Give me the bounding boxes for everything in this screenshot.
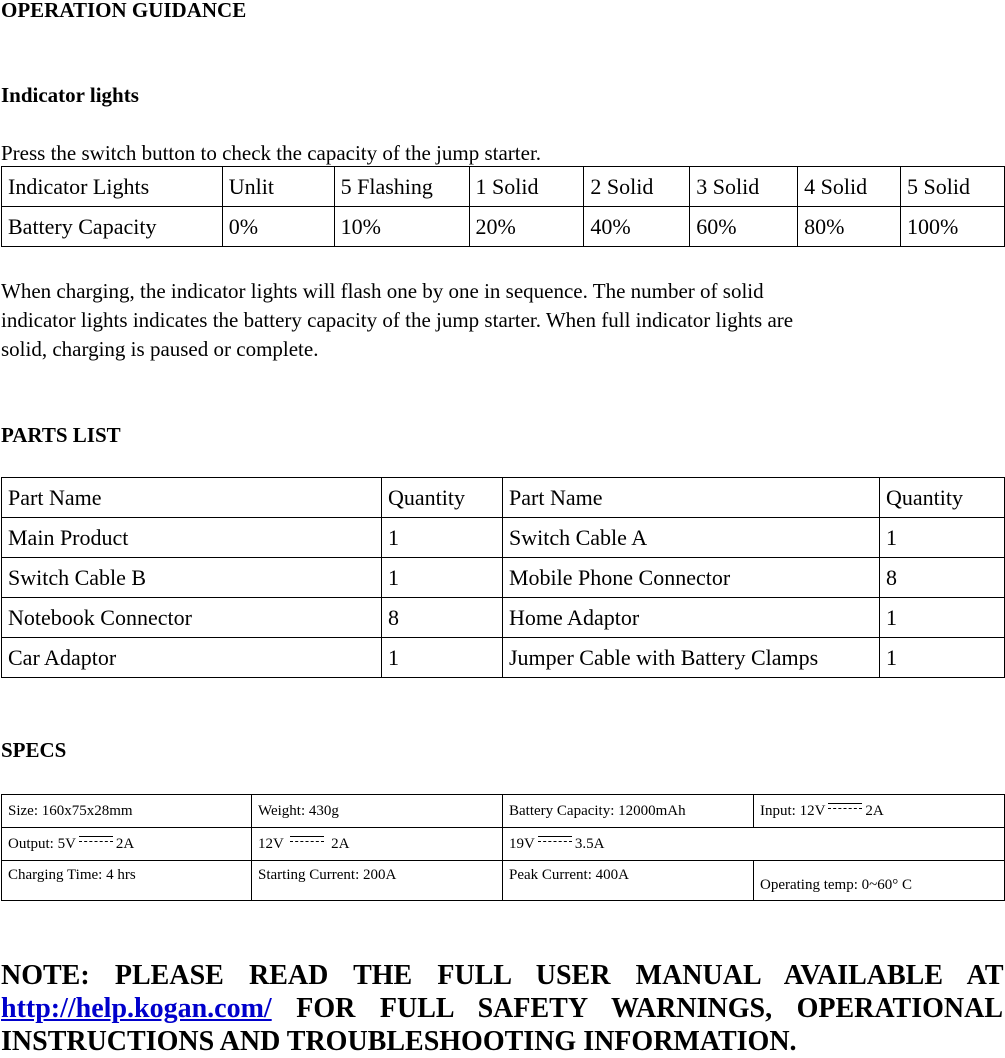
cell: Quantity <box>382 478 503 518</box>
indicator-lights-heading: Indicator lights <box>1 83 139 107</box>
manual-note <box>1 959 1003 1058</box>
table-row <box>2 478 1005 518</box>
charging-paragraph <box>1 277 793 364</box>
cell: 1 <box>880 638 1005 678</box>
spec-peak-current: Peak Current: 400A <box>503 861 754 901</box>
dc-symbol-icon <box>538 836 572 842</box>
cell: 5 Flashing <box>334 167 469 207</box>
charging-line: solid, charging is paused or complete. <box>1 337 319 361</box>
table-row <box>2 558 1005 598</box>
indicator-row-capacity <box>2 207 1005 247</box>
indicator-table <box>1 166 1005 247</box>
cell: Quantity <box>880 478 1005 518</box>
cell: 1 Solid <box>469 167 584 207</box>
spec-output <box>2 828 252 861</box>
table-row <box>2 795 1005 828</box>
kogan-help-link[interactable]: http://help.kogan.com/ <box>1 993 272 1024</box>
cell: 20% <box>469 207 584 247</box>
cell: Home Adaptor <box>503 598 880 638</box>
spec-input <box>754 795 1005 828</box>
spec-weight: Weight: 430g <box>252 795 503 828</box>
spec-starting-current: Starting Current: 200A <box>252 861 503 901</box>
cell: Jumper Cable with Battery Clamps <box>503 638 880 678</box>
dc-symbol-icon <box>828 803 862 809</box>
spec-charging-time: Charging Time: 4 hrs <box>2 861 252 901</box>
table-row <box>2 518 1005 558</box>
cell: 5 Solid <box>901 167 1005 207</box>
spec-operating-temp: Operating temp: 0~60° C <box>754 861 1005 901</box>
cell: Part Name <box>503 478 880 518</box>
cell: Main Product <box>2 518 382 558</box>
note-text-end: FOR FULL SAFETY WARNINGS, OPERATIONAL INSTRUCTIONS AND TROUBLESHOOTING INFORMATION. <box>1 993 1004 1057</box>
spec-output-12v <box>252 828 503 861</box>
cell: Mobile Phone Connector <box>503 558 880 598</box>
table-row <box>2 861 1005 901</box>
cell: 1 <box>382 558 503 598</box>
cell: 0% <box>222 207 334 247</box>
cell: 1 <box>382 518 503 558</box>
table-row <box>2 828 1005 861</box>
dc-symbol-icon <box>79 836 113 842</box>
cell: Notebook Connector <box>2 598 382 638</box>
cell: 1 <box>382 638 503 678</box>
cell: 1 <box>880 598 1005 638</box>
cell: 1 <box>880 518 1005 558</box>
parts-list-heading: PARTS LIST <box>1 423 121 447</box>
cell: 60% <box>690 207 798 247</box>
cell: 10% <box>334 207 469 247</box>
charging-line: indicator lights indicates the battery capacity of the jump starter. When full indicator lights are <box>1 308 794 332</box>
page-title: OPERATION GUIDANCE <box>1 0 247 22</box>
cell: Indicator Lights <box>2 167 223 207</box>
charging-line: When charging, the indicator lights will flash one by one in sequence. The number of solid <box>1 279 764 303</box>
table-row <box>2 638 1005 678</box>
cell: 100% <box>901 207 1005 247</box>
cell: Unlit <box>222 167 334 207</box>
cell: 2 Solid <box>584 167 690 207</box>
spec-12v-voltage: 12V <box>258 835 284 852</box>
spec-output-voltage: Output: 5V <box>8 835 76 852</box>
note-text: NOTE: PLEASE READ THE FULL USER MANUAL AVAILABLE AT <box>1 960 1003 991</box>
spec-size: Size: 160x75x28mm <box>2 795 252 828</box>
cell: 3 Solid <box>690 167 798 207</box>
spec-input-voltage: Input: 12V <box>760 802 826 819</box>
cell: Switch Cable A <box>503 518 880 558</box>
spec-12v-current: 2A <box>331 835 350 852</box>
dc-symbol-icon <box>290 836 324 842</box>
spec-19v-current: 3.5A <box>574 835 605 852</box>
cell: Car Adaptor <box>2 638 382 678</box>
specs-heading: SPECS <box>1 738 67 762</box>
cell: 8 <box>382 598 503 638</box>
cell: Switch Cable B <box>2 558 382 598</box>
indicator-intro: Press the switch button to check the capacity of the jump starter. <box>1 141 542 165</box>
spec-output-19v <box>503 828 1005 861</box>
cell: 8 <box>880 558 1005 598</box>
cell: Part Name <box>2 478 382 518</box>
cell: 40% <box>584 207 690 247</box>
specs-table <box>1 794 1005 901</box>
cell: 4 Solid <box>798 167 901 207</box>
parts-table <box>1 477 1005 678</box>
spec-input-current: 2A <box>865 802 884 819</box>
indicator-row-lights <box>2 167 1005 207</box>
table-row <box>2 598 1005 638</box>
spec-19v-voltage: 19V <box>509 835 535 852</box>
cell: Battery Capacity <box>2 207 223 247</box>
spec-output-current: 2A <box>115 835 135 852</box>
spec-battery: Battery Capacity: 12000mAh <box>503 795 754 828</box>
cell: 80% <box>798 207 901 247</box>
